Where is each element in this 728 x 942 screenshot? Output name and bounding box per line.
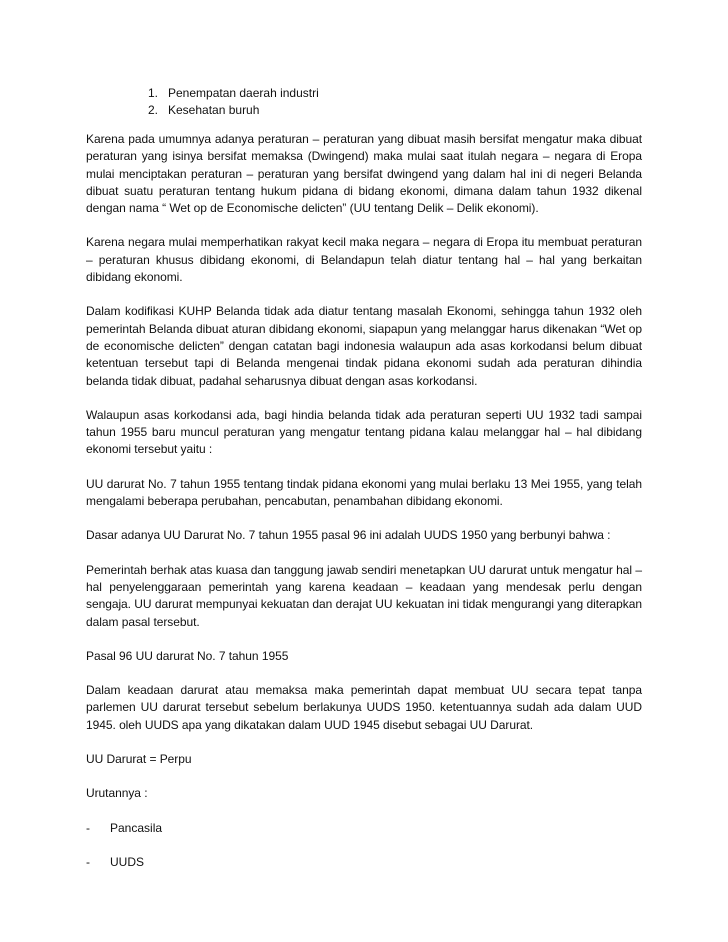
dash-list-item <box>86 820 642 837</box>
dash-text: Pancasila <box>110 820 163 835</box>
dash-list-item <box>86 854 642 871</box>
paragraph-dasar: Dasar adanya UU Darurat No. 7 tahun 1955 pasal 96 ini adalah UUDS 1950 yang berbunyi bahwa : <box>86 528 611 543</box>
list-number: 2. <box>148 103 159 117</box>
paragraph-keadaan-darurat: Dalam keadaan darurat atau memaksa maka pemerintah dapat membuat UU secara tepat tanpa parlemen UU darurat tersebut sebelum berlakunya UUDS 1950. ketentuannya sudah ada dalam UUD 1945. oleh UUDS apa yang dikatakan dalam UUD 1945 disebut sebagai UU Darurat. <box>86 683 642 732</box>
list-text: Penempatan daerah industri <box>168 86 319 100</box>
paragraph-perpu: UU Darurat = Perpu <box>86 752 192 767</box>
dash-bullet: - <box>86 854 90 869</box>
paragraph-asas-korkodansi: Walaupun asas korkodansi ada, bagi hindia belanda tidak ada peraturan seperti UU 1932 tadi sampai tahun 1955 baru muncul peraturan yang mengatur tentang pidana kalau melanggar hal – hal dibidang ekonomi tersebut yaitu : <box>86 407 642 457</box>
paragraph-uu-darurat: UU darurat No. 7 tahun 1955 tentang tindak pidana ekonomi yang mulai berlaku 13 Mei 1955, yang telah mengalami beberapa perubahan, pencabutan, penambahan dibidang ekonomi. <box>86 476 642 509</box>
list-text: Kesehatan buruh <box>168 103 260 117</box>
dash-bullet: - <box>86 820 90 835</box>
list-number: 1. <box>148 86 159 100</box>
numbered-list <box>86 85 642 119</box>
paragraph-pemerintah-berhak: Pemerintah berhak atas kuasa dan tanggung jawab sendiri menetapkan UU darurat untuk mengatur hal – hal penyelenggaraan pemerintah yang karena keadaan – keadaan yang mendesak perlu dengan sengaja. UU darurat mempunyai kekuatan dan derajat UU kekuatan ini tidak mengurangi yang diterapkan dalam pasal tersebut. <box>86 562 642 629</box>
list-item <box>86 102 642 119</box>
paragraph-urutannya: Urutannya : <box>86 786 148 801</box>
paragraph-dwingend: Karena pada umumnya adanya peraturan – peraturan yang dibuat masih bersifat mengatur maka dibuat peraturan yang isinya bersifat memaksa (Dwingend) maka mulai saat itulah negara – negara di Eropa mulai menciptakan peraturan – peraturan yang bersifat dwingend yang dalam hal ini di negeri Belanda dibuat suatu peraturan tentang hukum pidana di bidang ekonomi, dimana dalam tahun 1932 dikenal dengan nama “ Wet op de Economische delicten” (UU tentang Delik – Delik ekonomi). <box>86 132 642 216</box>
dash-text: UUDS <box>110 854 145 869</box>
paragraph-pasal-96: Pasal 96 UU darurat No. 7 tahun 1955 <box>86 648 289 663</box>
list-item <box>86 85 642 102</box>
paragraph-kodifikasi-kuhp: Dalam kodifikasi KUHP Belanda tidak ada diatur tentang masalah Ekonomi, sehingga tahun 1932 oleh pemerintah Belanda dibuat aturan dibidang ekonomi, siapapun yang melanggar harus dikenakan “Wet op de economische delicten” dengan catatan bagi indonesia walaupun ada asas korkodansi belum dibuat ketentuan tersebut tapi di Belanda mengenai tindak pidana ekonomi sudah ada peraturan dihindia belanda tidak dibuat, padahal seharusnya dibuat dengan asas korkodansi. <box>86 304 642 388</box>
paragraph-rakyat-kecil: Karena negara mulai memperhatikan rakyat kecil maka negara – negara di Eropa itu membuat peraturan – peraturan khusus dibidang ekonomi, di Belandapun telah diatur tentang hal – hal yang berkaitan dibidang ekonomi. <box>86 235 642 285</box>
